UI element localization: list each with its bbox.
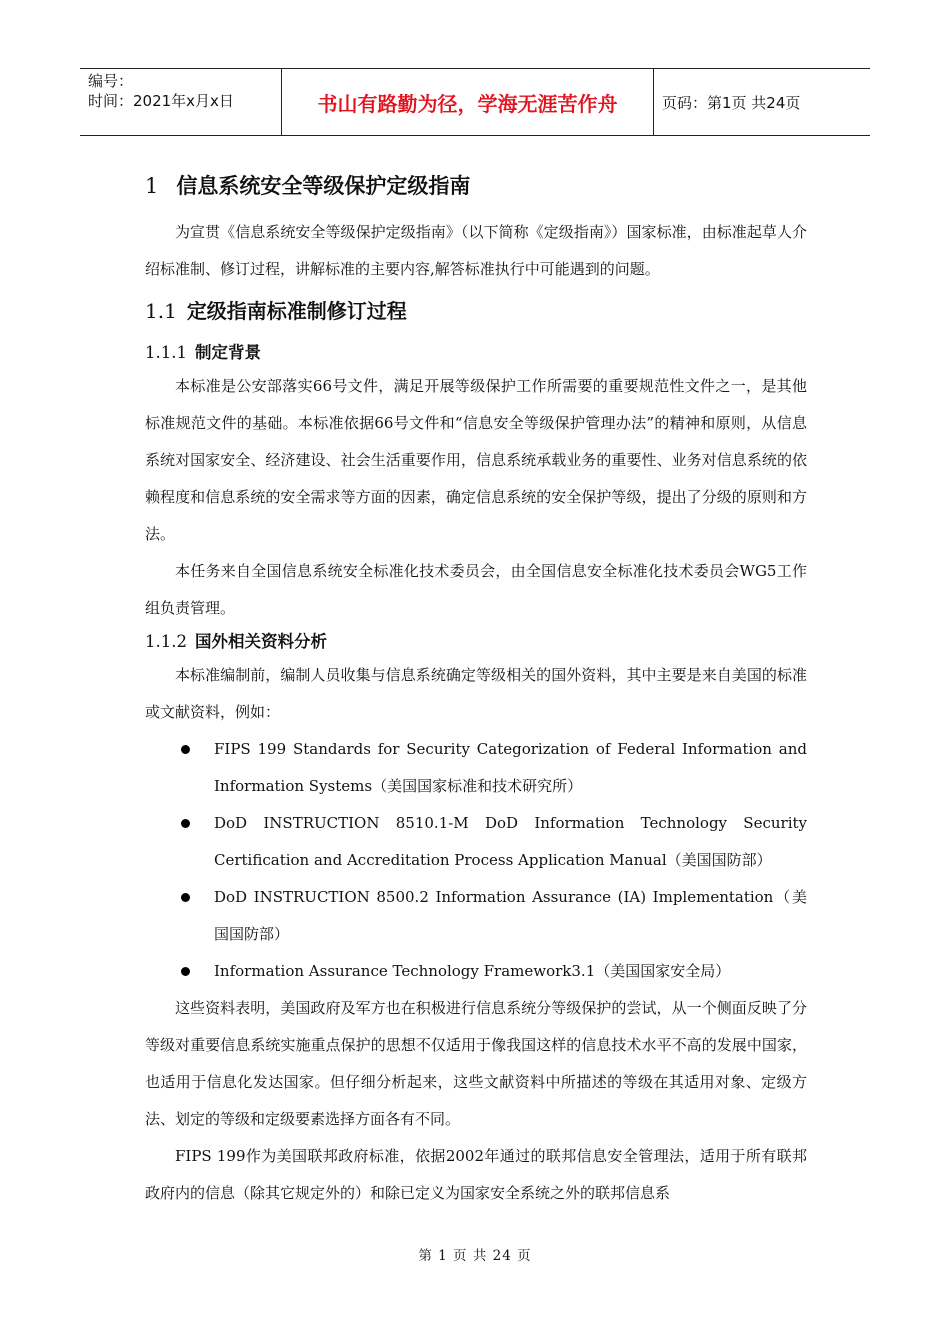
doc-date: 时间：2021年x月x日 <box>88 92 234 110</box>
list-item: FIPS 199 Standards for Security Categorization of Federal Information and Information Systems（美国国家标准和技术研究所） <box>145 731 807 805</box>
section-heading-1-1-1: 1.1.1 制定背景 <box>145 343 261 362</box>
bullet-icon <box>181 819 190 828</box>
bullet-icon <box>181 967 190 976</box>
list-item: Information Assurance Technology Framework3.1（美国国家安全局） <box>145 953 807 990</box>
bullet-icon <box>181 745 190 754</box>
paragraph: FIPS 199作为美国联邦政府标准，依据2002年通过的联邦信息安全管理法，适用于所有联邦政府内的信息（除其它规定外的）和除已定义为国家安全系统之外的联邦信息系 <box>145 1147 807 1202</box>
list-item: DoD INSTRUCTION 8510.1-M DoD Information Technology Security Certification and Accreditation Process Application Manual（美国国防部） <box>145 805 807 879</box>
doc-number-label: 编号： <box>88 72 134 90</box>
paragraph: 本标准是公安部落实66号文件，满足开展等级保护工作所需要的重要规范性文件之一，是其他标准规范文件的基础。本标准依据66号文件和“信息安全等级保护管理办法”的精神和原则，从信息系统对国家安全、经济建设、社会生活重要作用，信息系统承载业务的重要性、业务对信息系统的依赖程度和信息系统的安全需求等方面的因素，确定信息系统的安全保护等级，提出了分级的原则和方法。 <box>145 377 807 543</box>
list-item: DoD INSTRUCTION 8500.2 Information Assurance (IA) Implementation（美国国防部） <box>145 879 807 953</box>
header-page-info: 页码：第1页 共24页 <box>662 93 801 112</box>
reference-list <box>145 731 807 990</box>
intro-paragraph: 为宣贯《信息系统安全等级保护定级指南》（以下简称《定级指南》）国家标准，由标准起草人介绍标准制、修订过程，讲解标准的主要内容,解答标准执行中可能遇到的问题。 <box>145 223 807 278</box>
section-heading-1-1: 1.1 定级指南标准制修订过程 <box>145 299 407 323</box>
page-header <box>80 68 870 136</box>
paragraph: 本标准编制前，编制人员收集与信息系统确定等级相关的国外资料，其中主要是来自美国的标准或文献资料，例如： <box>145 666 807 721</box>
section-heading-1: 1 信息系统安全等级保护定级指南 <box>145 174 471 198</box>
paragraph: 这些资料表明，美国政府及军方也在积极进行信息系统分等级保护的尝试，从一个侧面反映了分等级对重要信息系统实施重点保护的思想不仅适用于像我国这样的信息技术水平不高的发展中国家，也适用于信息化发达国家。但仔细分析起来，这些文献资料中所描述的等级在其适用对象、定级方法、划定的等级和定级要素选择方面各有不同。 <box>145 999 807 1128</box>
header-meta <box>80 69 282 135</box>
header-motto: 书山有路勤为径，学海无涯苦作舟 <box>282 69 654 135</box>
page-footer: 第 1 页 共 24 页 <box>418 1248 532 1264</box>
bullet-icon <box>181 893 190 902</box>
document-body <box>145 168 807 1212</box>
section-heading-1-1-2: 1.1.2 国外相关资料分析 <box>145 632 327 651</box>
paragraph: 本任务来自全国信息系统安全标准化技术委员会，由全国信息安全标准化技术委员会WG5工作组负责管理。 <box>145 562 807 617</box>
